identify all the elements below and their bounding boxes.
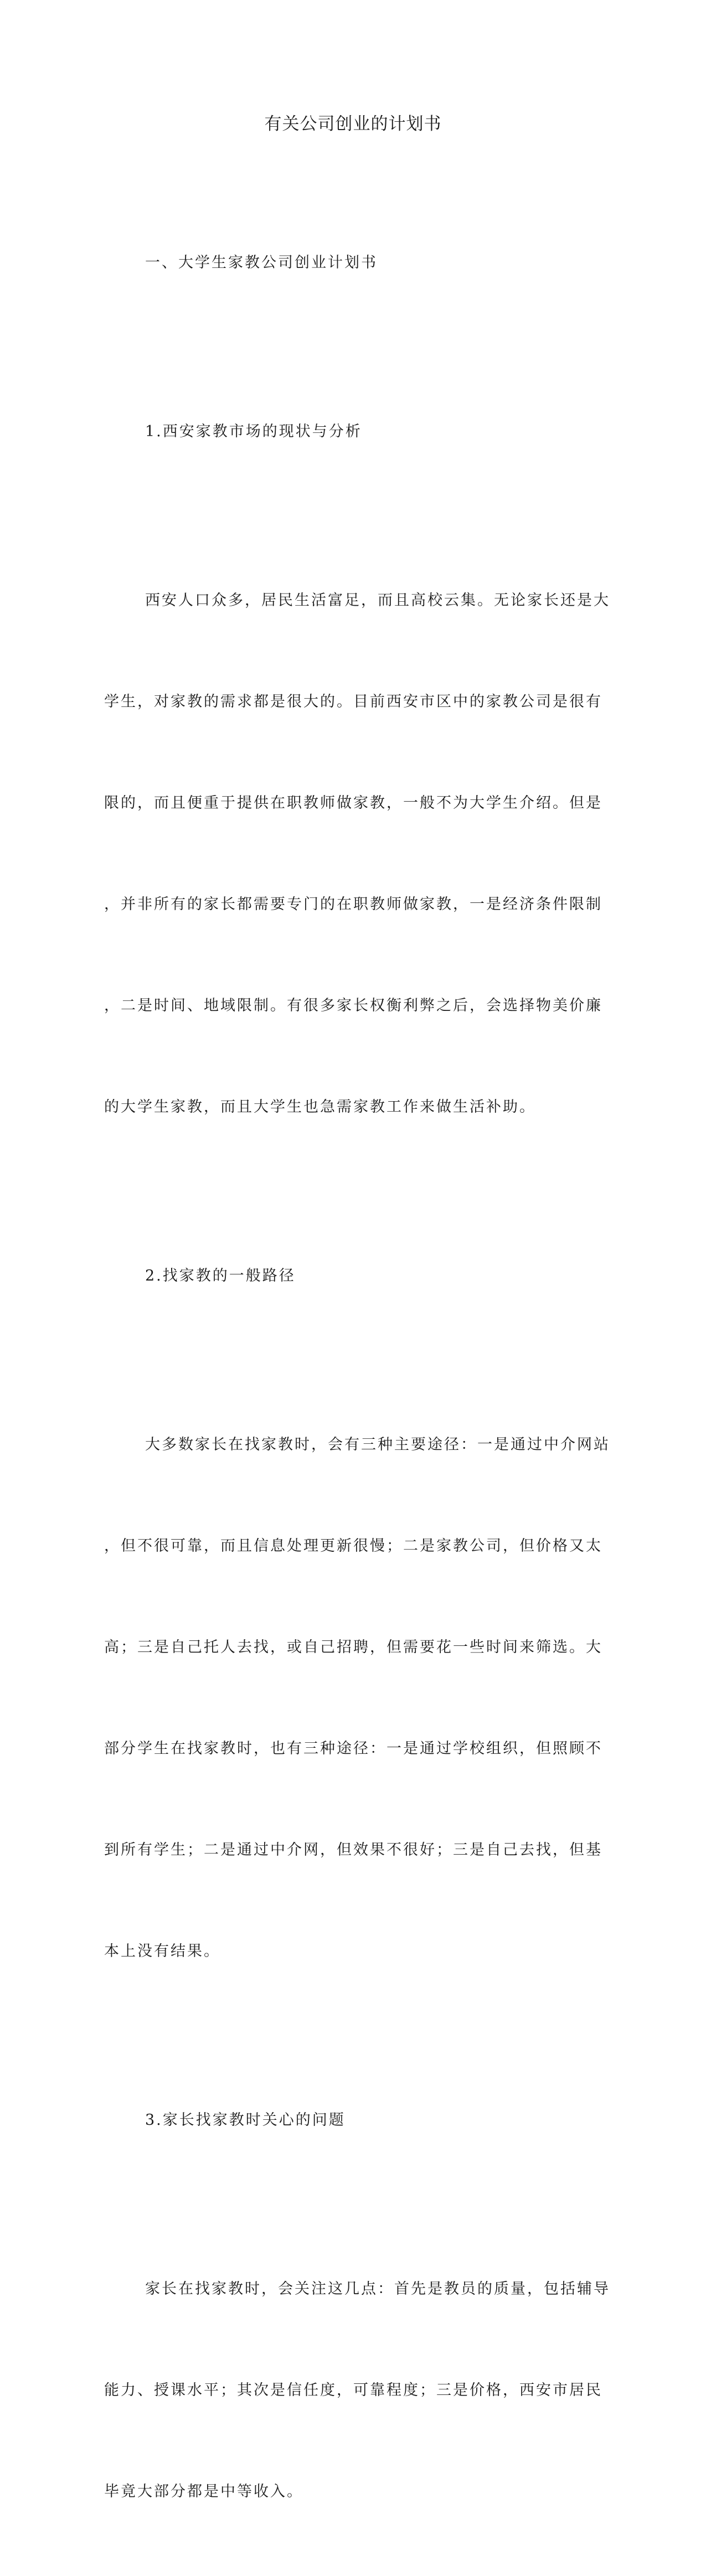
document-title: 有关公司创业的计划书	[264, 114, 442, 134]
subheading-market-analysis	[104, 347, 591, 516]
text-line: 西安人口众多，居民生活富足，而且高校云集。无论家长还是大	[145, 592, 610, 609]
text-line: 家长在找家教时，会关注这几点：首先是教员的质量，包括辅导	[145, 2280, 610, 2298]
text-line: 到所有学生；二是通过中介网，但效果不很好；三是自己去找，但基	[104, 1841, 602, 1859]
text-line: 毕竟大部分都是中等收入。	[104, 2483, 303, 2500]
text-line: 部分学生在找家教时，也有三种途径：一是通过学校组织，但照顾不	[104, 1740, 602, 1757]
text-line: 学生，对家教的需求都是很大的。目前西安市区中的家教公司是很有	[104, 693, 602, 710]
text-line: 能力、授课水平；其次是信任度，可靠程度；三是价格，西安市居民	[104, 2382, 602, 2399]
text-line: 3.家长找家教时关心的问题	[145, 2112, 346, 2129]
paragraph-tutor-search-paths	[104, 1360, 610, 2036]
text-line: 大多数家长在找家教时，会有三种主要途径：一是通过中介网站	[145, 1436, 610, 1453]
text-line: 一、大学生家教公司创业计划书	[145, 254, 378, 271]
subheading-tutor-search-paths	[104, 1191, 591, 1360]
text-line: 的大学生家教，而且大学生也急需家教工作来做生活补助。	[104, 1098, 536, 1116]
text-line: 高；三是自己托人去找，或自己招聘，但需要花一些时间来筛选。大	[104, 1639, 602, 1656]
text-line: ，但不很可靠，而且信息处理更新很慢；二是家教公司，但价格又太	[104, 1537, 602, 1555]
paragraph-parent-concerns	[104, 2205, 610, 2576]
text-line: ，并非所有的家长都需要专门的在职教师做家教，一是经济条件限制	[104, 896, 602, 913]
paragraph-market-analysis	[104, 516, 610, 1191]
document-body	[104, 178, 610, 2576]
text-line: 1.西安家教市场的现状与分析	[145, 423, 362, 440]
section-heading	[104, 178, 591, 347]
text-line: 限的，而且便重于提供在职教师做家教，一般不为大学生介绍。但是	[104, 794, 602, 812]
subheading-parent-concerns	[104, 2036, 591, 2205]
text-line: 2.找家教的一般路径	[145, 1267, 296, 1284]
text-line: 本上没有结果。	[104, 1943, 220, 1960]
text-line: ，二是时间、地域限制。有很多家长权衡利弊之后，会选择物美价廉	[104, 997, 602, 1014]
